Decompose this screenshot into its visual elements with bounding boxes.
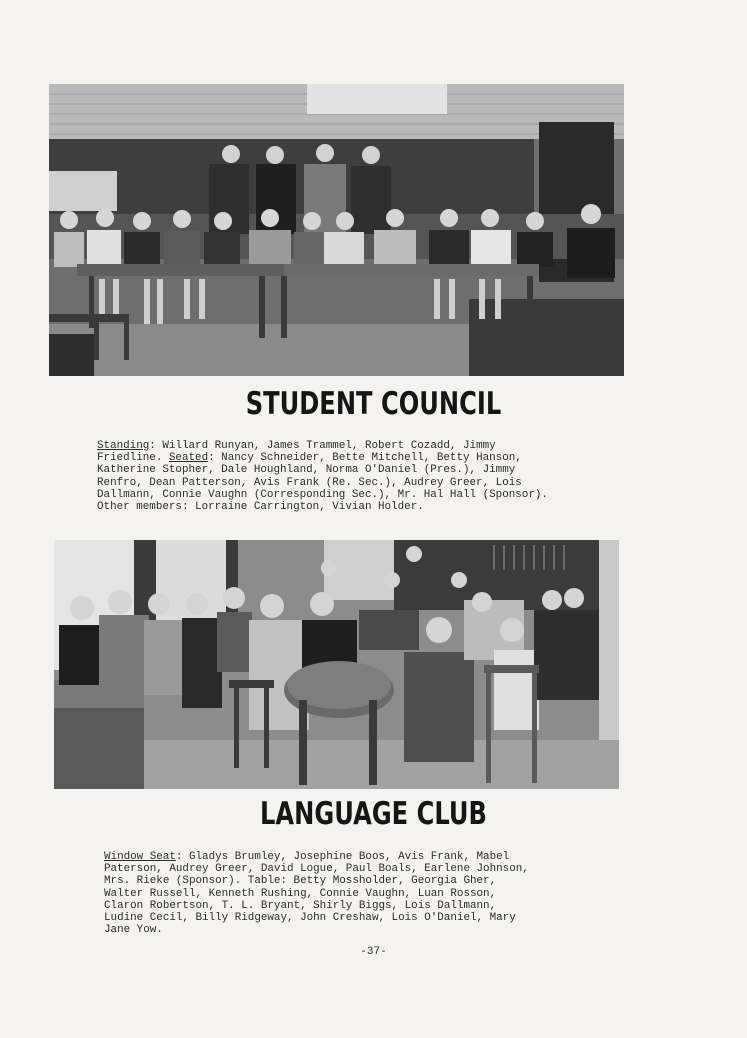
- standing-label: Standing: [97, 440, 150, 452]
- caption-line: Claron Robertson, T. L. Bryant, Shirly Biggs, Lois Dallmann,: [104, 899, 497, 912]
- caption-line: Dallmann, Connie Vaughn (Corresponding Sec.), Mr. Hal Hall (Sponsor).: [97, 488, 548, 501]
- caption-text: : Nancy Schneider, Bette Mitchell, Betty Hanson,: [208, 452, 522, 465]
- student-council-heading: STUDENT COUNCIL: [245, 386, 502, 422]
- caption-line: Renfro, Dean Patterson, Avis Frank (Re. Sec.), Audrey Greer, Lois: [97, 476, 522, 489]
- caption-line: [104, 851, 529, 863]
- student-council-photo-image: [49, 84, 624, 376]
- caption-text: : Gladys Brumley, Josephine Boos, Avis Frank, Mabel: [175, 851, 510, 863]
- caption-line: Paterson, Audrey Greer, David Logue, Paul Boals, Earlene Johnson,: [104, 863, 529, 876]
- caption-line: Ludine Cecil, Billy Ridgeway, John Creshaw, Lois O'Daniel, Mary: [104, 912, 516, 925]
- page-number: -37-: [360, 946, 387, 958]
- caption-line: Walter Russell, Kenneth Rushing, Connie Vaughn, Luan Rosson,: [104, 887, 497, 900]
- caption-line: Jane Yow.: [104, 924, 163, 937]
- caption-line: [97, 452, 548, 464]
- student-council-caption: [97, 440, 548, 513]
- language-club-photo: [54, 540, 619, 789]
- caption-line: Katherine Stopher, Dale Houghland, Norma O'Daniel (Pres.), Jimmy: [97, 464, 516, 477]
- caption-line: Mrs. Rieke (Sponsor). Table: Betty Mossholder, Georgia Gher,: [104, 875, 497, 888]
- window-seat-label: Window Seat: [104, 851, 176, 863]
- caption-line: [97, 440, 548, 452]
- caption-text: Friedline.: [97, 452, 169, 465]
- seated-label: Seated: [168, 452, 209, 465]
- language-club-caption: [104, 851, 529, 936]
- caption-text: : Willard Runyan, James Trammel, Robert Cozadd, Jimmy: [149, 440, 496, 452]
- language-club-photo-image: [54, 540, 619, 789]
- caption-line: Other members: Lorraine Carrington, Vivian Holder.: [97, 501, 424, 514]
- student-council-photo: [49, 84, 624, 376]
- language-club-heading: LANGUAGE CLUB: [260, 796, 487, 832]
